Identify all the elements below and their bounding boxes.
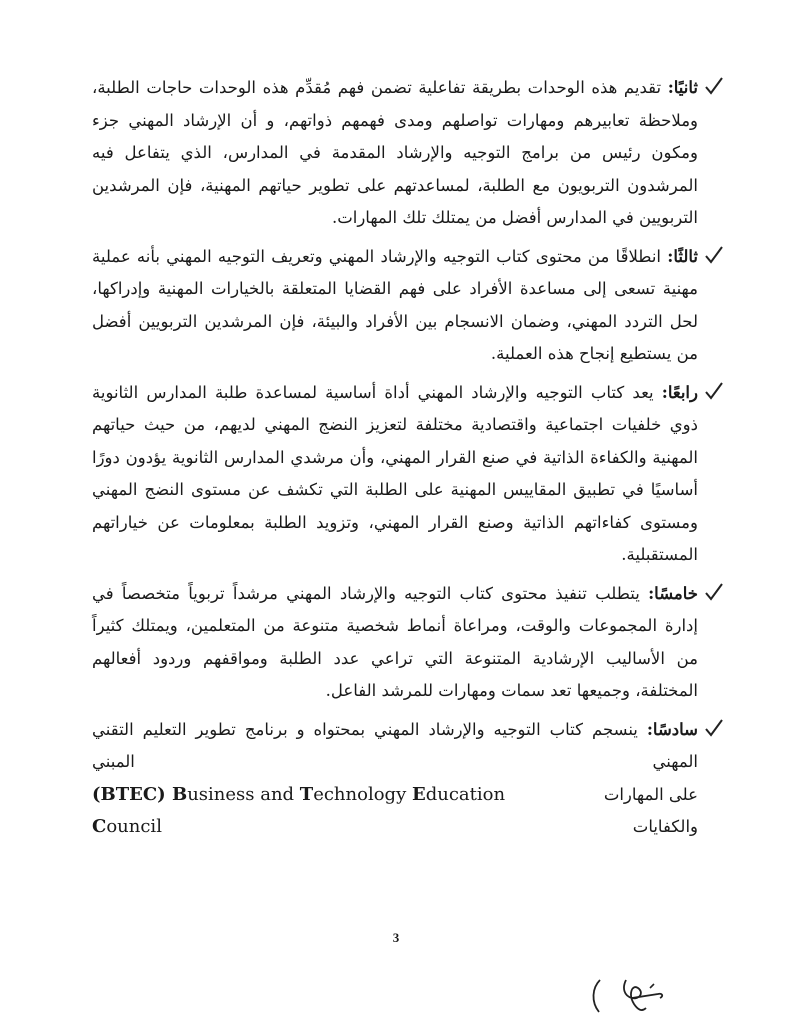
btec-w2-rest: echnology — [313, 783, 412, 805]
paragraph-sixth — [92, 714, 698, 779]
list-item-sixth — [92, 714, 698, 844]
btec-w1-initial: B — [171, 783, 188, 805]
item-lead: سادسًا: — [646, 719, 698, 739]
paragraph-fourth — [92, 377, 698, 572]
item-text: تقديم هذه الوحدات بطريقة تفاعلية تضمن فهم مُقدِّم هذه الوحدات حاجات الطلبة، وملاحظة تعابيرهم ومهارات تواصلهم ومدى فهمهم ذواتهم، و أن الإرشاد المهني جزء ومكون رئيس من برامج التوجيه والإرشاد المقدمة في المدارس، الذي يتفاعل فيه المرشدون التربويون مع الطلبة، لمساعدتهم على تطوير حياتهم المهنية، فإن المرشدين التربويين في المدارس أفضل من يمتلك تلك المهارات. — [92, 78, 698, 227]
item-text: ينسجم كتاب التوجيه والإرشاد المهني بمحتواه و برنامج تطوير التعليم التقني المهني المبني — [92, 719, 698, 771]
item-text: انطلاقًا من محتوى كتاب التوجيه والإرشاد المهني وتعريف التوجيه المهني بأنه عملية مهنية تسعى إلى مساعدة الأفراد على فهم القضايا المتعلقة بالخيارات المهنية وإدراكها، لحل التردد المهني، وضمان الانسجام بين الأفراد والبيئة، فإن المرشدين التربويين أفضل من يستطيع إنجاح هذه العملية. — [92, 246, 698, 363]
last-line-arabic: على المهارات والكفايات — [603, 784, 698, 836]
paragraph-third — [92, 241, 698, 371]
list-item-fourth — [92, 377, 698, 572]
btec-w1-rest: usiness and — [187, 783, 300, 805]
check-mark-icon — [704, 74, 724, 98]
list-item-second — [92, 72, 698, 235]
list-item-third — [92, 241, 698, 371]
btec-w3-initial: E — [411, 783, 426, 805]
check-mark-icon — [704, 580, 724, 604]
btec-w4-initial: C — [92, 816, 107, 837]
document-body — [92, 72, 698, 844]
check-mark-icon — [704, 243, 724, 267]
item-lead: ثانيًا: — [667, 78, 698, 97]
check-mark-icon — [704, 716, 724, 740]
btec-w2-initial: T — [299, 783, 314, 805]
item-text: يعد كتاب التوجيه والإرشاد المهني أداة أساسية لمساعدة طلبة المدارس الثانوية ذوي خلفيات اجتماعية واقتصادية مختلفة لتعزيز النضج المهني لديهم، من حيث حياتهم المهنية والكفاءة الذاتية في صنع القرار المهني، وأن مرشدي المدارس الثانوية يؤدون دورًا أساسيًا في تطبيق المقاييس المهنية على الطلبة التي تكشف عن مستوى النضج المهني ومستوى كفاءاتهم الذاتية وصنع القرار المهني، وتزويد الطلبة بمعلومات عن خياراتهم المستقبلية. — [92, 382, 698, 564]
btec-full-name — [92, 779, 545, 844]
check-mark-icon — [704, 379, 724, 403]
signature-mark — [588, 974, 678, 1016]
btec-w4-rest: ouncil — [106, 816, 162, 837]
item-lead: رابعًا: — [661, 382, 698, 402]
btec-w3-rest: ducation — [425, 783, 506, 805]
page-number: 3 — [392, 930, 400, 945]
paragraph-fifth — [92, 578, 698, 708]
list-item-fifth — [92, 578, 698, 708]
item-lead: خامسًا: — [648, 583, 698, 603]
btec-open: (BTEC) — [92, 783, 172, 805]
paragraph-second — [92, 72, 698, 235]
paragraph-sixth-last-line — [92, 779, 698, 844]
item-lead: ثالثًا: — [667, 246, 698, 266]
item-text: يتطلب تنفيذ محتوى كتاب التوجيه والإرشاد المهني مرشداً تربوياً متخصصاً في إدارة المجموعات والوقت، ومراعاة أنماط شخصية متنوعة من المتعلمين، ويمتلك كثيراً من الأساليب الإرشادية المتنوعة التي تراعي عدد الطلبة ومواقفهم وردود أفعالهم المختلفة، وجميعها تعد سمات ومهارات للمرشد الفاعل. — [92, 583, 698, 700]
